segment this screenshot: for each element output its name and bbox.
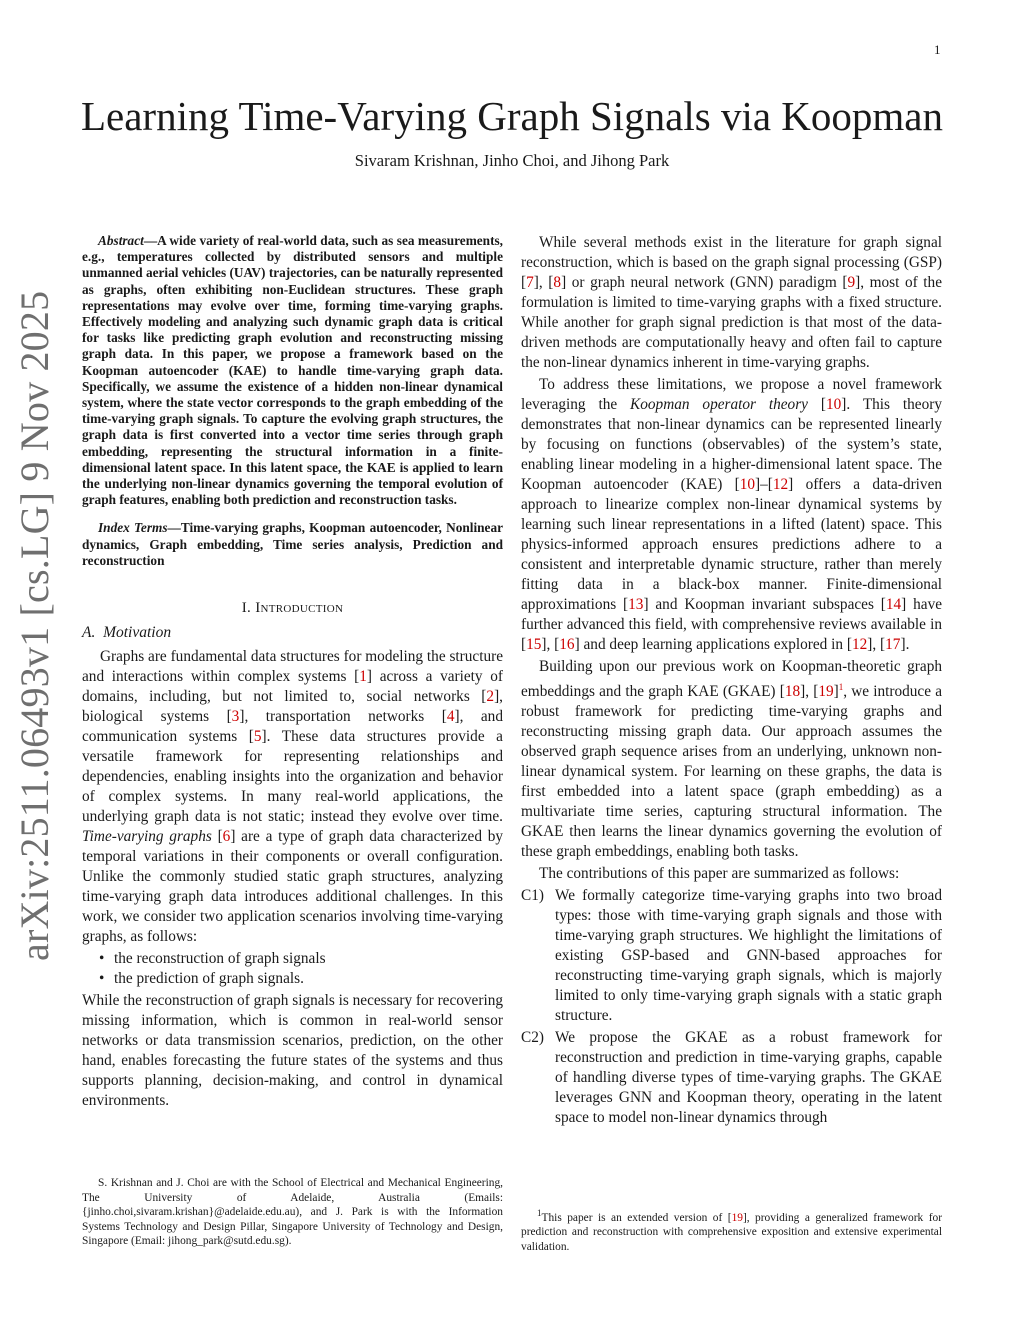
citation-link[interactable]: 4 xyxy=(446,708,455,726)
version-footnote: $^1$This paper is an extended version of [19], providing a generalized framework for prediction and reconstruction with comprehensive exposition and extensive experimental validation. xyxy=(521,1208,942,1253)
index-terms-text: Time-varying graphs, Koopman autoencoder, Nonlinear dynamics, Graph embedding, Time series analysis, Prediction and reconstruction xyxy=(82,520,503,568)
contribution-item xyxy=(521,886,942,1026)
scenario-list xyxy=(82,949,503,989)
citation-link[interactable]: 10 xyxy=(739,476,755,493)
citation-link[interactable]: 17 xyxy=(885,636,901,653)
intro-paragraph-2: While the reconstruction of graph signals is necessary for recovering missing information, which is common in real-world sensor networks or data transmission scenarios, prediction, on the other hand, enables forecasting the future states of the systems and thus supports planning, decision-making, and control in dynamical environments. xyxy=(82,992,503,1110)
citation-link[interactable]: 18 xyxy=(784,683,801,701)
abstract-label: Abstract xyxy=(98,233,144,248)
citation-link[interactable]: 2 xyxy=(486,688,495,706)
contribution-text: We propose the GKAE as a robust framework for reconstruction and prediction in time-varying graphs, capable of handling diverse types of time-varying graphs. The GKAE leverages GNN and Koopman theory, operating in the latent space to model non-linear dynamics through xyxy=(555,1029,942,1127)
citation-link[interactable]: 8 xyxy=(553,274,562,291)
contribution-tag: C2) xyxy=(521,1029,544,1047)
citation-link[interactable]: 12 xyxy=(851,636,868,653)
right-paragraph-3: Building upon our previous work on Koopman-theoretic graph embeddings and the graph KAE (GKAE) [18], [19]$^1$, we introduce a robust framework for predicting time-varying graphs and reconstructing missing graph data. Our approach assumes the observed graph sequence arises from an underlying, unknown non-linear dynamical system. For learning on these graphs, the data is first embedded into a latent space (graph embedding) as a multivariate time series, capturing structural information. The GKAE then learns the linear dynamics governing the evolution of these graph embeddings, enabling both tasks. xyxy=(521,658,942,861)
list-item: • the prediction of graph signals. xyxy=(114,969,503,989)
citation-link[interactable]: 19 xyxy=(818,683,834,701)
citation-link[interactable]: 5 xyxy=(253,728,262,746)
footnote-number: 1 xyxy=(537,1208,542,1218)
citation-link[interactable]: 13 xyxy=(628,596,644,613)
paper-title: Learning Time-Varying Graph Signals via Koopman xyxy=(80,93,944,139)
page-number: 1 xyxy=(934,42,941,57)
citation-link[interactable]: 10 xyxy=(825,396,842,413)
citation-link[interactable]: 6 xyxy=(222,828,231,846)
citation-link[interactable]: 9 xyxy=(847,274,856,291)
affiliation-footnote: S. Krishnan and J. Choi are with the School of Electrical and Mechanical Engineering, The University of Adelaide, Australia (Emails:{jinho.choi,sivaram.krishan}@adelaide.edu.au), and J. Park is with the Information Systems Technology and Design Pillar, Singapore University of Technology and Design, Singapore (Email: jihong_park@sutd.edu.sg). xyxy=(82,1177,503,1247)
arxiv-identifier[interactable]: arXiv:2511.06493v1 [cs.LG] 9 Nov 2025 xyxy=(12,290,57,961)
author-list: Sivaram Krishnan, Jinho Choi, and Jihong Park xyxy=(354,151,670,170)
citation-link[interactable]: 15 xyxy=(526,636,542,653)
citation-link[interactable]: 7 xyxy=(526,274,534,291)
right-column xyxy=(521,233,942,1130)
citation-link[interactable]: 1 xyxy=(359,668,367,686)
right-paragraph-1: While several methods exist in the literature for graph signal reconstruction, which is based on the graph signal processing (GSP) [7], [8] or graph neural network (GNN) paradigm [9], most of the formulation is limited to time-varying graphs with a fixed structure. While another for graph signal prediction is that most of the data-driven methods are computationally heavy and often fail to capture the non-linear dynamics inherent in time-varying graphs. xyxy=(521,234,942,371)
left-column xyxy=(82,233,503,1113)
intro-paragraph-1: Graphs are fundamental data structures for modeling the structure and interactions within complex systems [1] across a variety of domains, including, but not limited to, social networks [2], biological systems [3], transportation networks [4], and communication systems [5]. These data structures provide a versatile framework for representing relationships and dependencies, enabling insights into the organization and behavior of complex systems. In many real-world applications, the underlying graph data is not static; instead they evolve over time. Time-varying graphs [6] are a type of graph data characterized by temporal variations in their components or overall configuration. Unlike the commonly studied static graph structures, analyzing time-varying graph data introduces additional challenges. In this work, we consider two application scenarios involving time-varying graphs, as follows: xyxy=(82,648,503,946)
abstract: Abstract—A wide variety of real-world data, such as sea measurements, e.g., temperatures collected by distributed sensors and multiple unmanned aerial vehicles (UAV) trajectories, can be naturally represented as graphs, often exhibiting non-Euclidean structures. These graph representations may evolve over time, forming time-varying graphs. Effectively modeling and analyzing such dynamic graph data is critical for tasks like predicting graph evolution and reconstructing missing graph data. In this paper, we propose a framework based on the Koopman autoencoder (KAE) to handle time-varying graph data. Specifically, we assume the existence of a hidden non-linear dynamical system, where the state vector corresponds to the graph embedding of the time-varying graph signals. To capture the evolving graph structures, the graph data is first converted into a vector time series through graph embedding, representing the structural information in a finite-dimensional latent space. In this latent space, the KAE is applied to learn the underlying non-linear dynamics governing the temporal evolution of graph features, enabling both prediction and reconstruction tasks. xyxy=(82,233,503,508)
contribution-tag: C1) xyxy=(521,887,544,905)
citation-link[interactable]: 12 xyxy=(772,476,789,493)
footnote-marker[interactable]: 1 xyxy=(838,682,844,692)
contribution-text: We formally categorize time-varying graphs into two broad types: those with time-varying graph signals and those with time-varying graph structures. We highlight the limitations of existing GSP-based and GNN-based approaches for reconstructing time-varying graph signals, which is majorly limited to only time-varying graph signals with a static graph structure. xyxy=(555,887,942,1025)
contribution-item xyxy=(521,1028,942,1128)
index-terms: Index Terms—Time-varying graphs, Koopman autoencoder, Nonlinear dynamics, Graph embedding, Time series analysis, Prediction and reconstruction xyxy=(82,520,503,568)
list-item: • the reconstruction of graph signals xyxy=(114,949,503,969)
right-paragraph-2: To address these limitations, we propose a novel framework leveraging the Koopman operator theory [10]. This theory demonstrates that non-linear dynamics can be represented linearly by focusing on functions (observables) of the system’s state, enabling linear modeling in a higher-dimensional latent space. The Koopman autoencoder (KAE) [10]–[12] offers a data-driven approach to linearize complex non-linear dynamical systems by learning such linear representations in a lifted (latent) space. This physics-informed approach ensures predictions adhere to a consistent and interpretable dynamic structure, rather than merely fitting data in a black-box manner. Finite-dimensional approximations [13] and Koopman invariant subspaces [14] have further advanced this field, with comprehensive reviews available in [15], [16] and deep learning applications explored in [12], [17]. xyxy=(521,376,943,653)
index-terms-label: Index Terms xyxy=(98,520,168,536)
contributions-intro: The contributions of this paper are summarized as follows: xyxy=(539,865,900,883)
subsection-heading-motivation: A. Motivation xyxy=(82,624,172,642)
citation-link[interactable]: 14 xyxy=(885,596,902,613)
citation-link[interactable]: 16 xyxy=(559,636,575,653)
section-heading-introduction: I. Introduction xyxy=(241,600,344,617)
citation-link[interactable]: 19 xyxy=(731,1211,743,1224)
citation-link[interactable]: 3 xyxy=(231,708,240,726)
abstract-text: A wide variety of real-world data, such as sea measurements, e.g., temperatures collected by distributed sensors and multiple unmanned aerial vehicles (UAV) trajectories, can be naturally represented as graphs, often exhibiting non-Euclidean structures. These graph representations may evolve over time, forming time-varying graphs. Effectively modeling and analyzing such dynamic graph data is critical for tasks like predicting graph evolution and reconstructing missing graph data. In this paper, we propose a framework based on the Koopman autoencoder (KAE) to handle time-varying graph data. Specifically, we assume the existence of a hidden non-linear dynamical system, where the state vector corresponds to the graph embedding of the time-varying graph signals. To capture the evolving graph structures, the graph data is first converted into a vector time series through graph embedding, representing the structural information in a finite-dimensional latent space. In this latent space, the KAE is applied to learn the underlying non-linear dynamics governing the temporal evolution of graph features, enabling both prediction and reconstruction tasks. xyxy=(82,233,503,508)
